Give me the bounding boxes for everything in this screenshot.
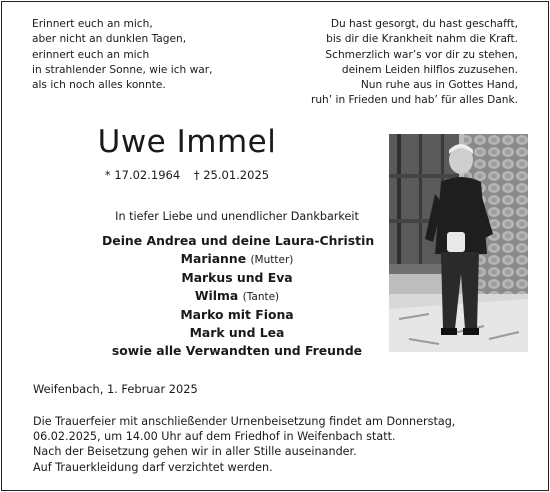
poem-right bbox=[311, 17, 518, 109]
place-date: Weifenbach, 1. Februar 2025 bbox=[33, 382, 198, 396]
notice-line: 06.02.2025, um 14.00 Uhr auf dem Friedhof in Weifenbach statt. bbox=[33, 430, 396, 444]
mourner-name: Wilma bbox=[194, 288, 239, 303]
portrait-photo-image bbox=[389, 134, 528, 352]
deceased-name: Uwe Immel bbox=[97, 124, 277, 160]
mourner-name: Markus und Eva bbox=[181, 270, 293, 285]
obituary-card bbox=[1, 1, 549, 491]
poem-left-line: Erinnert euch an mich, bbox=[32, 18, 153, 30]
mourner-name: Marianne bbox=[180, 251, 247, 266]
mourner bbox=[102, 342, 372, 360]
mourner-relation: (Tante) bbox=[242, 291, 280, 303]
poem-right-line: bis dir die Krankheit nahm die Kraft. bbox=[326, 33, 518, 46]
poem-left-line: erinnert euch an mich bbox=[32, 48, 150, 61]
mourner-name: Deine Andrea und deine Laura-Christin bbox=[102, 233, 375, 248]
notice-line: Die Trauerfeier mit anschließender Urnenbeisetzung findet am Donnerstag, bbox=[33, 415, 456, 428]
poem-right-line: ruh’ in Frieden und hab’ für alles Dank. bbox=[310, 94, 518, 107]
death-date: † 25.01.2025 bbox=[193, 168, 270, 182]
portrait-photo bbox=[389, 134, 528, 352]
mourner bbox=[102, 324, 372, 342]
mourners-list bbox=[102, 232, 375, 360]
mourner-name: Marko mit Fiona bbox=[180, 307, 294, 322]
life-dates bbox=[2, 168, 372, 182]
poem-left bbox=[32, 17, 213, 93]
mourner-name: Mark und Lea bbox=[189, 325, 285, 340]
notice-line: Nach der Beisetzung gehen wir in aller Stille auseinander. bbox=[33, 445, 357, 459]
poem-right-line: Schmerzlich war’s vor dir zu stehen, bbox=[325, 48, 518, 61]
poem-left-line: in strahlender Sonne, wie ich war, bbox=[32, 63, 213, 76]
poem-left-line: als ich noch alles konnte. bbox=[32, 79, 166, 92]
mourner bbox=[102, 269, 372, 287]
mourner-relation: (Mutter) bbox=[250, 254, 294, 266]
mourner bbox=[102, 250, 372, 269]
mourner bbox=[102, 287, 372, 306]
poem-right-line: deinem Leiden hilflos zuzusehen. bbox=[341, 63, 518, 76]
notice-line: Auf Trauerkleidung darf verzichtet werden. bbox=[33, 460, 273, 474]
mourner-name: sowie alle Verwandten und Freunde bbox=[111, 343, 363, 358]
poem-right-line: Du hast gesorgt, du hast geschafft, bbox=[330, 18, 518, 30]
intro-text: In tiefer Liebe und unendlicher Dankbarkeit bbox=[115, 210, 359, 223]
mourner bbox=[102, 306, 372, 324]
poem-left-line: aber nicht an dunklen Tagen, bbox=[32, 33, 187, 46]
funeral-notice bbox=[33, 414, 455, 475]
birth-date: * 17.02.1964 bbox=[104, 168, 181, 182]
poem-right-line: Nun ruhe aus in Gottes Hand, bbox=[360, 79, 518, 92]
mourner bbox=[102, 232, 375, 250]
